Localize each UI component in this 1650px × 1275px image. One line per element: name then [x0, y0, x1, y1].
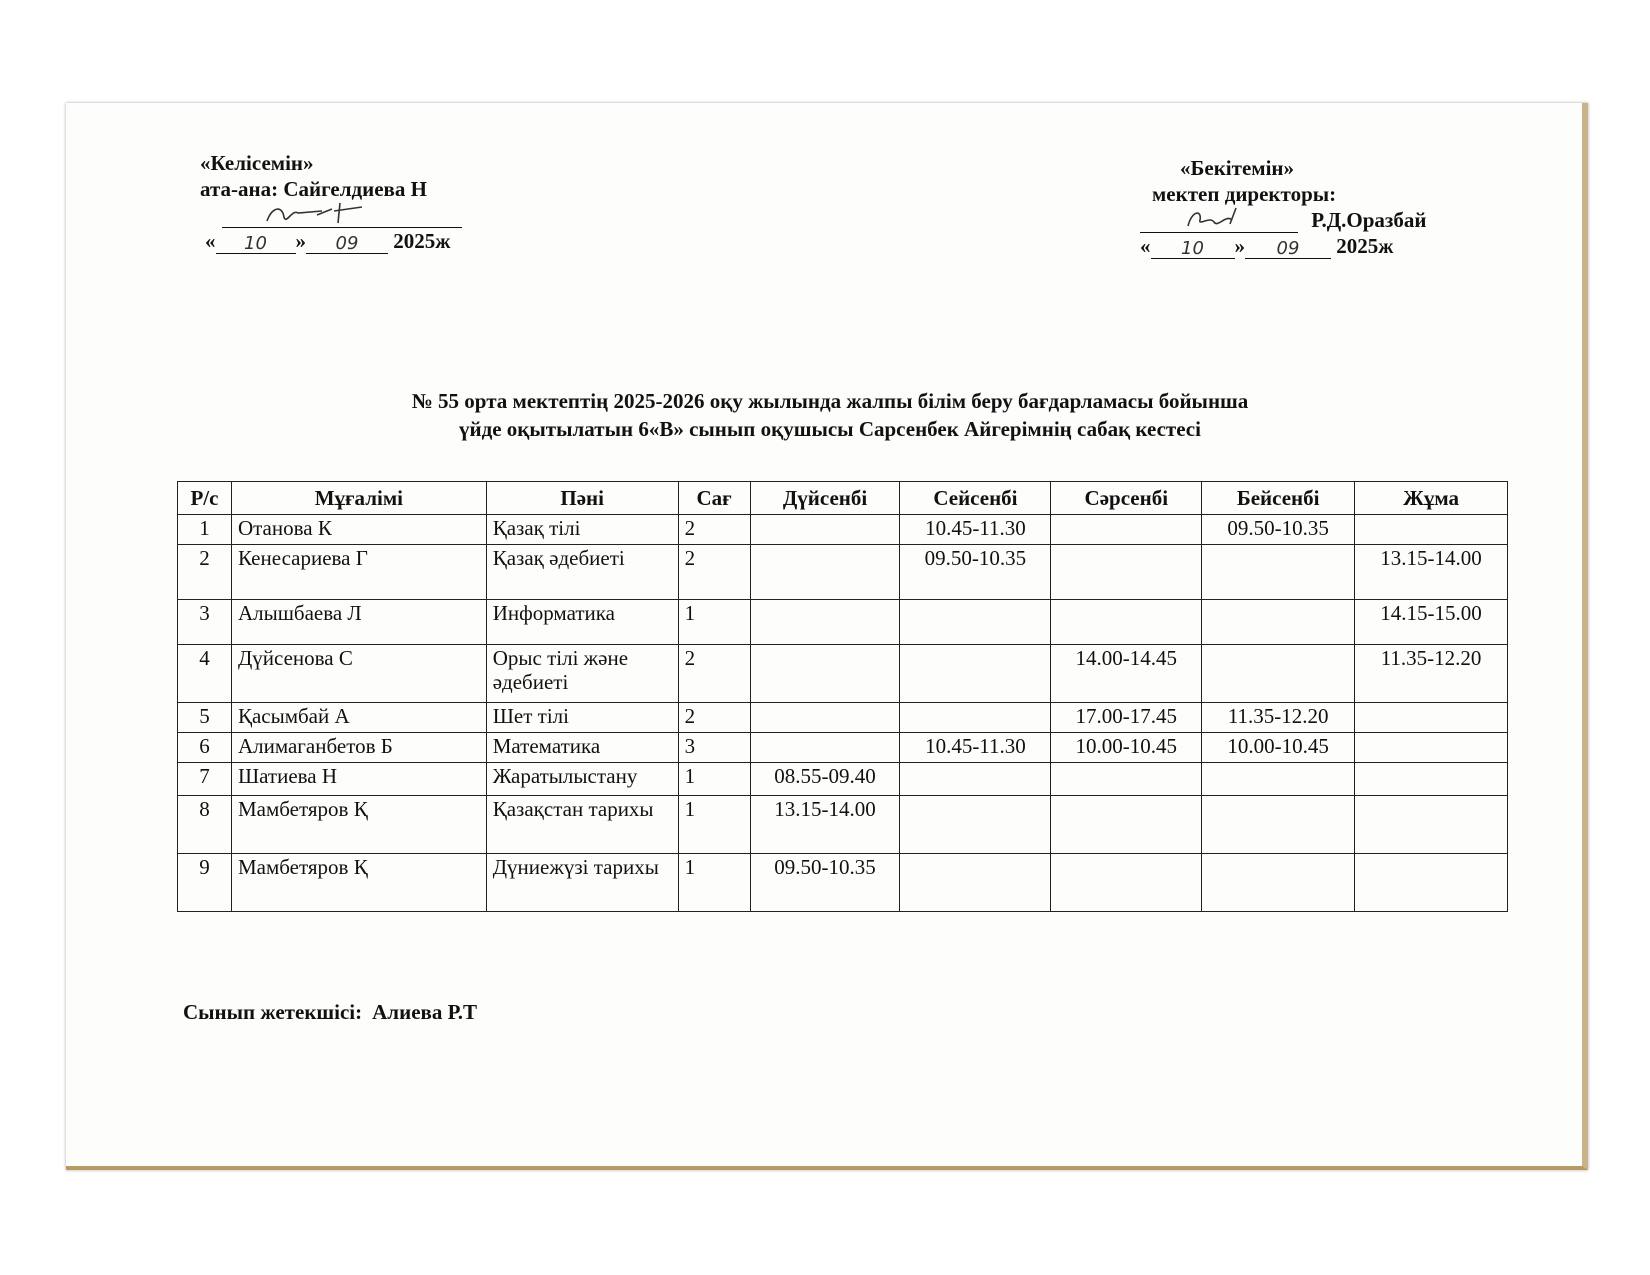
parent-date-year: 2025ж — [393, 229, 451, 253]
hours-count: 2 — [678, 545, 750, 600]
header-friday: Жұма — [1355, 482, 1508, 515]
friday-time — [1355, 515, 1508, 545]
teacher-name: Қасымбай А — [231, 703, 486, 733]
header-subject: Пәні — [486, 482, 678, 515]
wednesday-time — [1051, 763, 1202, 796]
hours-count: 2 — [678, 515, 750, 545]
director-role: мектеп директоры: — [1152, 182, 1337, 206]
subject-name: Қазақстан тарихы — [486, 796, 678, 854]
wednesday-time — [1051, 545, 1202, 600]
friday-time — [1355, 763, 1508, 796]
wednesday-time — [1051, 600, 1202, 645]
thursday-time — [1202, 763, 1355, 796]
monday-time: 13.15-14.00 — [750, 796, 900, 854]
hours-count: 2 — [678, 703, 750, 733]
director-date-day: 10 — [1151, 236, 1235, 259]
friday-time: 13.15-14.00 — [1355, 545, 1508, 600]
hours-count: 3 — [678, 733, 750, 763]
teacher-name: Шатиева Н — [231, 763, 486, 796]
wednesday-time — [1051, 854, 1202, 912]
hours-count: 1 — [678, 796, 750, 854]
date-close-quote: » — [295, 229, 306, 253]
monday-time — [750, 600, 900, 645]
row-number: 3 — [178, 600, 232, 645]
teacher-name: Дүйсенова С — [231, 645, 486, 703]
subject-name: Дүниежүзі тарихы — [486, 854, 678, 912]
subject-name: Қазақ әдебиеті — [486, 545, 678, 600]
teacher-name: Мамбетяров Қ — [231, 854, 486, 912]
tuesday-time: 10.45-11.30 — [900, 733, 1051, 763]
header-monday: Дүйсенбі — [750, 482, 900, 515]
subject-name: Орыс тілі және әдебиеті — [486, 645, 678, 703]
parent-approval-heading: «Келісемін» — [200, 151, 314, 175]
table-row — [178, 733, 1508, 763]
teacher-name: Алимаганбетов Б — [231, 733, 486, 763]
monday-time — [750, 703, 900, 733]
tuesday-time — [900, 854, 1051, 912]
table-header-row — [178, 482, 1508, 515]
hours-count: 1 — [678, 854, 750, 912]
date-close-quote: » — [1234, 234, 1245, 258]
parent-approval-block — [200, 150, 462, 254]
director-name: Р.Д.Оразбай — [1311, 208, 1427, 232]
row-number: 6 — [178, 733, 232, 763]
friday-time — [1355, 733, 1508, 763]
parent-date-day: 10 — [216, 231, 296, 254]
tuesday-time — [900, 796, 1051, 854]
header-wednesday: Сәрсенбі — [1051, 482, 1202, 515]
wednesday-time: 10.00-10.45 — [1051, 733, 1202, 763]
thursday-time: 11.35-12.20 — [1202, 703, 1355, 733]
thursday-time — [1202, 600, 1355, 645]
monday-time — [750, 515, 900, 545]
date-open-quote: « — [205, 229, 216, 253]
hours-count: 1 — [678, 763, 750, 796]
table-row — [178, 854, 1508, 912]
friday-time — [1355, 703, 1508, 733]
tuesday-time — [900, 703, 1051, 733]
schedule-table — [177, 481, 1508, 912]
document-title-line-2: үйде оқытылатын 6«В» сынып оқушысы Сарсенбек Айгерімнің сабақ кестесі — [459, 417, 1201, 441]
table-row — [178, 645, 1508, 703]
friday-time — [1355, 854, 1508, 912]
wednesday-time — [1051, 796, 1202, 854]
subject-name: Жаратылыстану — [486, 763, 678, 796]
tuesday-time — [900, 600, 1051, 645]
row-number: 9 — [178, 854, 232, 912]
row-number: 8 — [178, 796, 232, 854]
friday-time: 11.35-12.20 — [1355, 645, 1508, 703]
parent-signature — [222, 205, 462, 228]
monday-time: 08.55-09.40 — [750, 763, 900, 796]
document-title-line-1: № 55 орта мектептің 2025-2026 оқу жылында жалпы білім беру бағдарламасы бойынша — [411, 389, 1249, 413]
director-signature — [1140, 210, 1298, 233]
thursday-time — [1202, 645, 1355, 703]
table-row — [178, 600, 1508, 645]
table-row — [178, 703, 1508, 733]
row-number: 2 — [178, 545, 232, 600]
row-number: 5 — [178, 703, 232, 733]
wednesday-time: 14.00-14.45 — [1051, 645, 1202, 703]
table-row — [178, 515, 1508, 545]
parent-date-month: 09 — [306, 231, 388, 254]
thursday-time — [1202, 854, 1355, 912]
parent-name: ата-ана: Сайгелдиева Н — [200, 177, 427, 201]
class-teacher-label: Сынып жетекшісі: — [183, 1000, 363, 1024]
date-open-quote: « — [1140, 234, 1151, 258]
signature-scribble-icon — [262, 199, 372, 229]
director-date-month: 09 — [1245, 236, 1331, 259]
table-row — [178, 545, 1508, 600]
subject-name: Қазақ тілі — [486, 515, 678, 545]
wednesday-time — [1051, 515, 1202, 545]
thursday-time — [1202, 545, 1355, 600]
teacher-name: Кенесариева Г — [231, 545, 486, 600]
thursday-time: 09.50-10.35 — [1202, 515, 1355, 545]
header-tuesday: Сейсенбі — [900, 482, 1051, 515]
monday-time — [750, 733, 900, 763]
teacher-name: Мамбетяров Қ — [231, 796, 486, 854]
tuesday-time: 09.50-10.35 — [900, 545, 1051, 600]
header-hours: Сағ — [678, 482, 750, 515]
hours-count: 2 — [678, 645, 750, 703]
tuesday-time: 10.45-11.30 — [900, 515, 1051, 545]
subject-name: Шет тілі — [486, 703, 678, 733]
director-approval-block — [1140, 155, 1426, 259]
table-row — [178, 796, 1508, 854]
subject-name: Информатика — [486, 600, 678, 645]
header-teacher: Мұғалімі — [231, 482, 486, 515]
tuesday-time — [900, 763, 1051, 796]
subject-name: Математика — [486, 733, 678, 763]
monday-time: 09.50-10.35 — [750, 854, 900, 912]
table-row — [178, 763, 1508, 796]
hours-count: 1 — [678, 600, 750, 645]
monday-time — [750, 645, 900, 703]
wednesday-time: 17.00-17.45 — [1051, 703, 1202, 733]
tuesday-time — [900, 645, 1051, 703]
thursday-time: 10.00-10.45 — [1202, 733, 1355, 763]
thursday-time — [1202, 796, 1355, 854]
director-date-year: 2025ж — [1336, 234, 1394, 258]
row-number: 4 — [178, 645, 232, 703]
director-approval-heading: «Бекітемін» — [1180, 156, 1295, 180]
teacher-name: Отанова К — [231, 515, 486, 545]
signature-scribble-icon — [1180, 204, 1260, 234]
class-teacher-name: Алиева Р.Т — [372, 1000, 478, 1024]
monday-time — [750, 545, 900, 600]
header-thursday: Бейсенбі — [1202, 482, 1355, 515]
teacher-name: Алышбаева Л — [231, 600, 486, 645]
friday-time: 14.15-15.00 — [1355, 600, 1508, 645]
header-number: Р/с — [178, 482, 232, 515]
friday-time — [1355, 796, 1508, 854]
row-number: 7 — [178, 763, 232, 796]
class-teacher-footer — [183, 1000, 477, 1025]
row-number: 1 — [178, 515, 232, 545]
